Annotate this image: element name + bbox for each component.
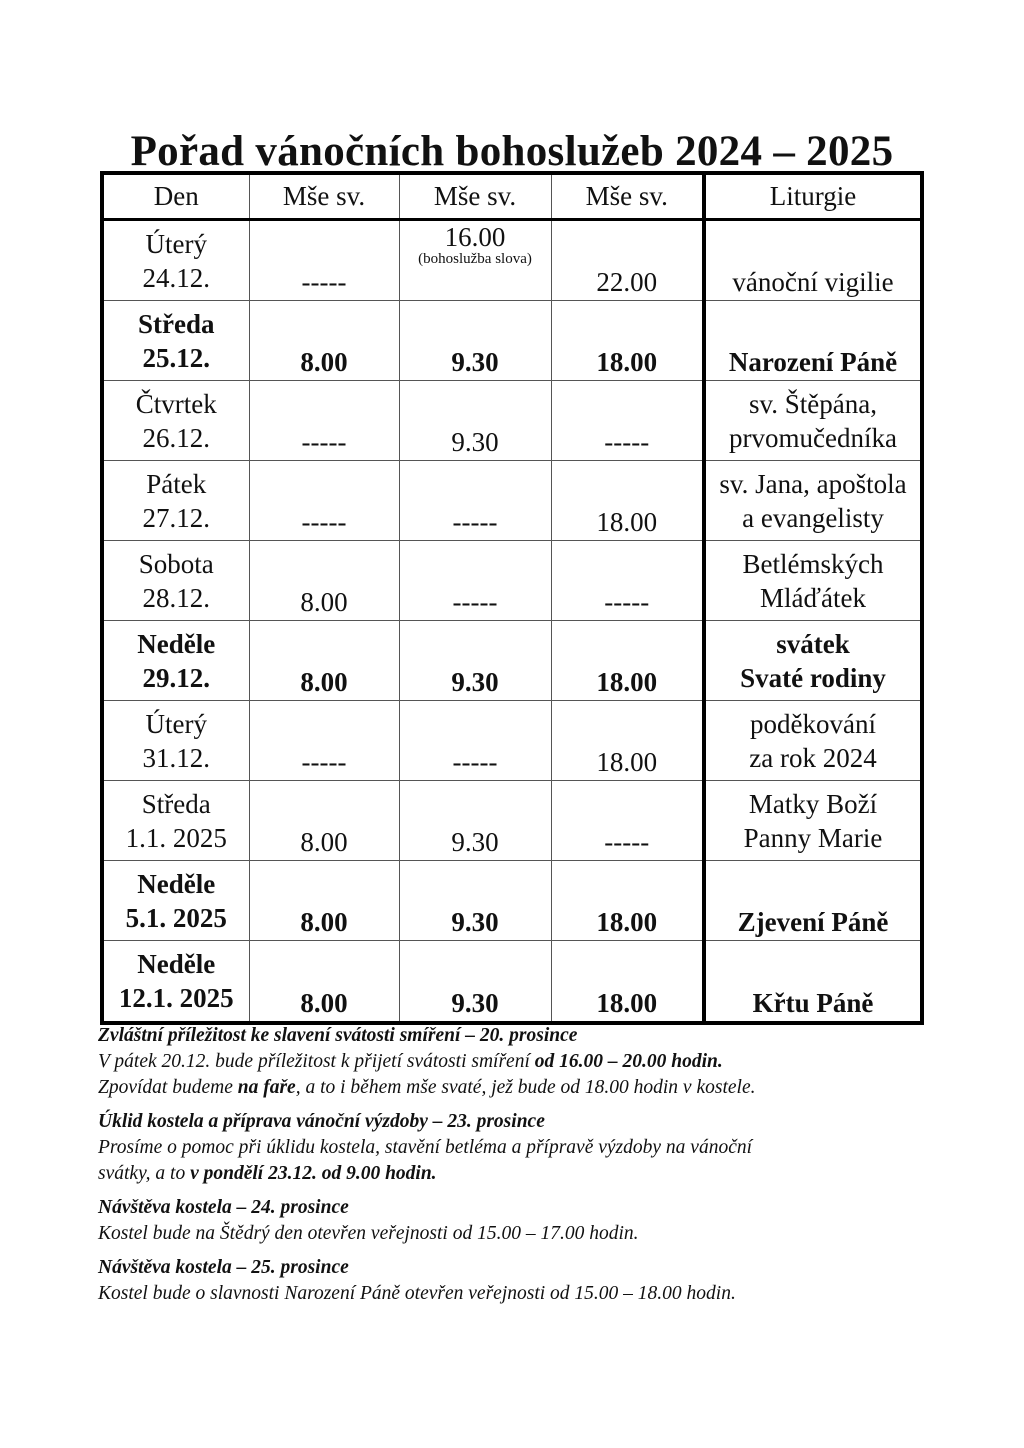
- mass-time-3: 18.00: [551, 301, 704, 381]
- day-cell: [102, 781, 249, 861]
- liturgy-line: sv. Jana, apoštola: [719, 468, 907, 499]
- mass-time-3: 18.00: [551, 621, 704, 701]
- day-name: Středa: [141, 788, 211, 819]
- table-row: [102, 701, 922, 781]
- liturgy-line: Matky Boží: [748, 788, 878, 819]
- day-date: 26.12.: [142, 422, 210, 453]
- mass-time: 16.00: [444, 222, 506, 252]
- mass-time-2: 9.30: [399, 381, 551, 461]
- schedule-body: [102, 220, 922, 1024]
- liturgy-line: Křtu Páně: [752, 988, 874, 1018]
- mass-time-1: -----: [249, 461, 399, 541]
- mass-time-3: -----: [551, 381, 704, 461]
- mass-time-2: 9.30: [399, 301, 551, 381]
- header-mass-3: Mše sv.: [551, 173, 704, 220]
- mass-note: (bohoslužba slova): [418, 251, 532, 267]
- schedule-table: [100, 171, 924, 1025]
- liturgy-line: a evangelisty: [742, 502, 884, 533]
- liturgy-cell: [704, 781, 922, 861]
- day-name: Sobota: [138, 548, 214, 579]
- mass-time-3: 18.00: [551, 461, 704, 541]
- header-mass-1: Mše sv.: [249, 173, 399, 220]
- notice-line: [98, 1161, 928, 1187]
- day-name: Pátek: [146, 468, 207, 499]
- day-date: 29.12.: [142, 662, 210, 693]
- liturgy-line: Svaté rodiny: [740, 662, 886, 693]
- liturgy-cell: [704, 301, 922, 381]
- day-date: 12.1. 2025: [118, 983, 234, 1013]
- mass-time-1: 8.00: [249, 541, 399, 621]
- mass-time-3: -----: [551, 781, 704, 861]
- day-date: 28.12.: [142, 582, 210, 613]
- liturgy-line: poděkování: [750, 708, 876, 739]
- day-name: Středa: [138, 308, 215, 339]
- mass-time-1: 8.00: [249, 781, 399, 861]
- table-row: [102, 621, 922, 701]
- table-row: [102, 541, 922, 621]
- notice-block: [98, 1023, 928, 1101]
- mass-time-2: 9.30: [399, 861, 551, 941]
- liturgy-cell: [704, 461, 922, 541]
- notice-heading: Úklid kostela a příprava vánoční výzdoby – 23. prosince: [98, 1111, 545, 1132]
- liturgy-line: sv. Štěpána,: [749, 388, 877, 419]
- liturgy-cell: [704, 941, 922, 1024]
- header-mass-2: Mše sv.: [399, 173, 551, 220]
- notice-highlight: v pondělí 23.12. od 9.00 hodin.: [190, 1163, 437, 1184]
- day-cell: [102, 301, 249, 381]
- mass-time-2: -----: [399, 701, 551, 781]
- mass-time-1: 8.00: [249, 621, 399, 701]
- liturgy-line: Panny Marie: [743, 822, 883, 853]
- notice-text: Zpovídat budeme: [98, 1077, 238, 1098]
- notice-line: [98, 1281, 928, 1307]
- notice-highlight: na faře: [237, 1077, 296, 1098]
- notice-block: [98, 1195, 928, 1247]
- liturgy-cell: [704, 541, 922, 621]
- day-cell: [102, 941, 249, 1024]
- notice-block: [98, 1109, 928, 1187]
- day-date: 31.12.: [142, 742, 210, 773]
- liturgy-cell: [704, 861, 922, 941]
- mass-time-2: -----: [399, 461, 551, 541]
- liturgy-cell: [704, 621, 922, 701]
- day-name: Úterý: [145, 228, 207, 259]
- notice-text: , a to i během mše svaté, jež bude od 18.00 hodin v kostele.: [295, 1077, 756, 1098]
- mass-time-3: 22.00: [551, 220, 704, 301]
- mass-time-2: -----: [399, 541, 551, 621]
- notice-heading: Návštěva kostela – 25. prosince: [98, 1257, 349, 1278]
- notes-section: [98, 1023, 928, 1315]
- liturgy-cell: [704, 381, 922, 461]
- day-date: 24.12.: [142, 262, 210, 293]
- notice-text: Kostel bude o slavnosti Narození Páně otevřen veřejnosti od 15.00 – 18.00 hodin.: [98, 1283, 736, 1304]
- liturgy-line: vánoční vigilie: [732, 267, 894, 297]
- day-cell: [102, 621, 249, 701]
- liturgy-line: prvomučedníka: [729, 422, 897, 453]
- notice-text: Prosíme o pomoc při úklidu kostela, stavění betléma a přípravě výzdoby na vánoční: [98, 1137, 753, 1158]
- header-liturgy: Liturgie: [704, 173, 922, 220]
- mass-time-1: 8.00: [249, 861, 399, 941]
- header-day: Den: [102, 173, 249, 220]
- liturgy-line: Betlémských: [742, 548, 884, 579]
- day-cell: [102, 861, 249, 941]
- notice-text: Kostel bude na Štědrý den otevřen veřejnosti od 15.00 – 17.00 hodin.: [98, 1223, 639, 1244]
- mass-time-3: -----: [551, 541, 704, 621]
- day-name: Úterý: [145, 708, 207, 739]
- notice-text: svátky, a to: [98, 1163, 191, 1184]
- day-cell: [102, 701, 249, 781]
- day-name: Čtvrtek: [135, 388, 217, 419]
- notice-line: [98, 1075, 928, 1101]
- mass-time-2: 9.30: [399, 941, 551, 1024]
- notice-heading: Návštěva kostela – 24. prosince: [98, 1197, 349, 1218]
- notice-text: V pátek 20.12. bude příležitost k přijetí svátosti smíření: [98, 1051, 535, 1072]
- liturgy-cell: [704, 220, 922, 301]
- mass-time-2: [399, 220, 551, 301]
- liturgy-line: Narození Páně: [728, 347, 898, 377]
- mass-time-1: -----: [249, 220, 399, 301]
- day-name: Neděle: [137, 628, 216, 659]
- day-cell: [102, 461, 249, 541]
- mass-time-1: -----: [249, 381, 399, 461]
- liturgy-line: Mláďátek: [760, 582, 866, 613]
- mass-time-2: 9.30: [399, 781, 551, 861]
- notice-line: [98, 1221, 928, 1247]
- day-name: Neděle: [137, 949, 216, 979]
- header-row: [102, 173, 922, 220]
- mass-time-1: 8.00: [249, 301, 399, 381]
- notice-block: [98, 1255, 928, 1307]
- mass-time-1: 8.00: [249, 941, 399, 1024]
- day-cell: [102, 541, 249, 621]
- day-cell: [102, 220, 249, 301]
- notice-line: [98, 1135, 928, 1161]
- table-row: [102, 861, 922, 941]
- table-row: [102, 301, 922, 381]
- page-title: Pořad vánočních bohoslužeb 2024 – 2025: [130, 127, 894, 175]
- table-row: [102, 461, 922, 541]
- day-date: 27.12.: [142, 502, 210, 533]
- liturgy-line: za rok 2024: [749, 742, 877, 773]
- day-date: 25.12.: [142, 342, 210, 373]
- notice-line: [98, 1049, 928, 1075]
- day-name: Neděle: [137, 868, 216, 899]
- day-date: 5.1. 2025: [125, 902, 227, 933]
- mass-time-2: 9.30: [399, 621, 551, 701]
- table-row: [102, 781, 922, 861]
- mass-time-1: -----: [249, 701, 399, 781]
- liturgy-cell: [704, 701, 922, 781]
- notice-highlight: od 16.00 – 20.00 hodin.: [534, 1051, 723, 1072]
- day-date: 1.1. 2025: [125, 822, 227, 853]
- table-row: [102, 220, 922, 301]
- mass-time-3: 18.00: [551, 941, 704, 1024]
- table-row: [102, 381, 922, 461]
- liturgy-line: svátek: [776, 628, 850, 659]
- day-cell: [102, 381, 249, 461]
- notice-heading: Zvláštní příležitost ke slavení svátosti smíření – 20. prosince: [98, 1025, 578, 1046]
- liturgy-line: Zjevení Páně: [737, 907, 889, 937]
- mass-time-3: 18.00: [551, 701, 704, 781]
- mass-time-3: 18.00: [551, 861, 704, 941]
- table-row: [102, 941, 922, 1024]
